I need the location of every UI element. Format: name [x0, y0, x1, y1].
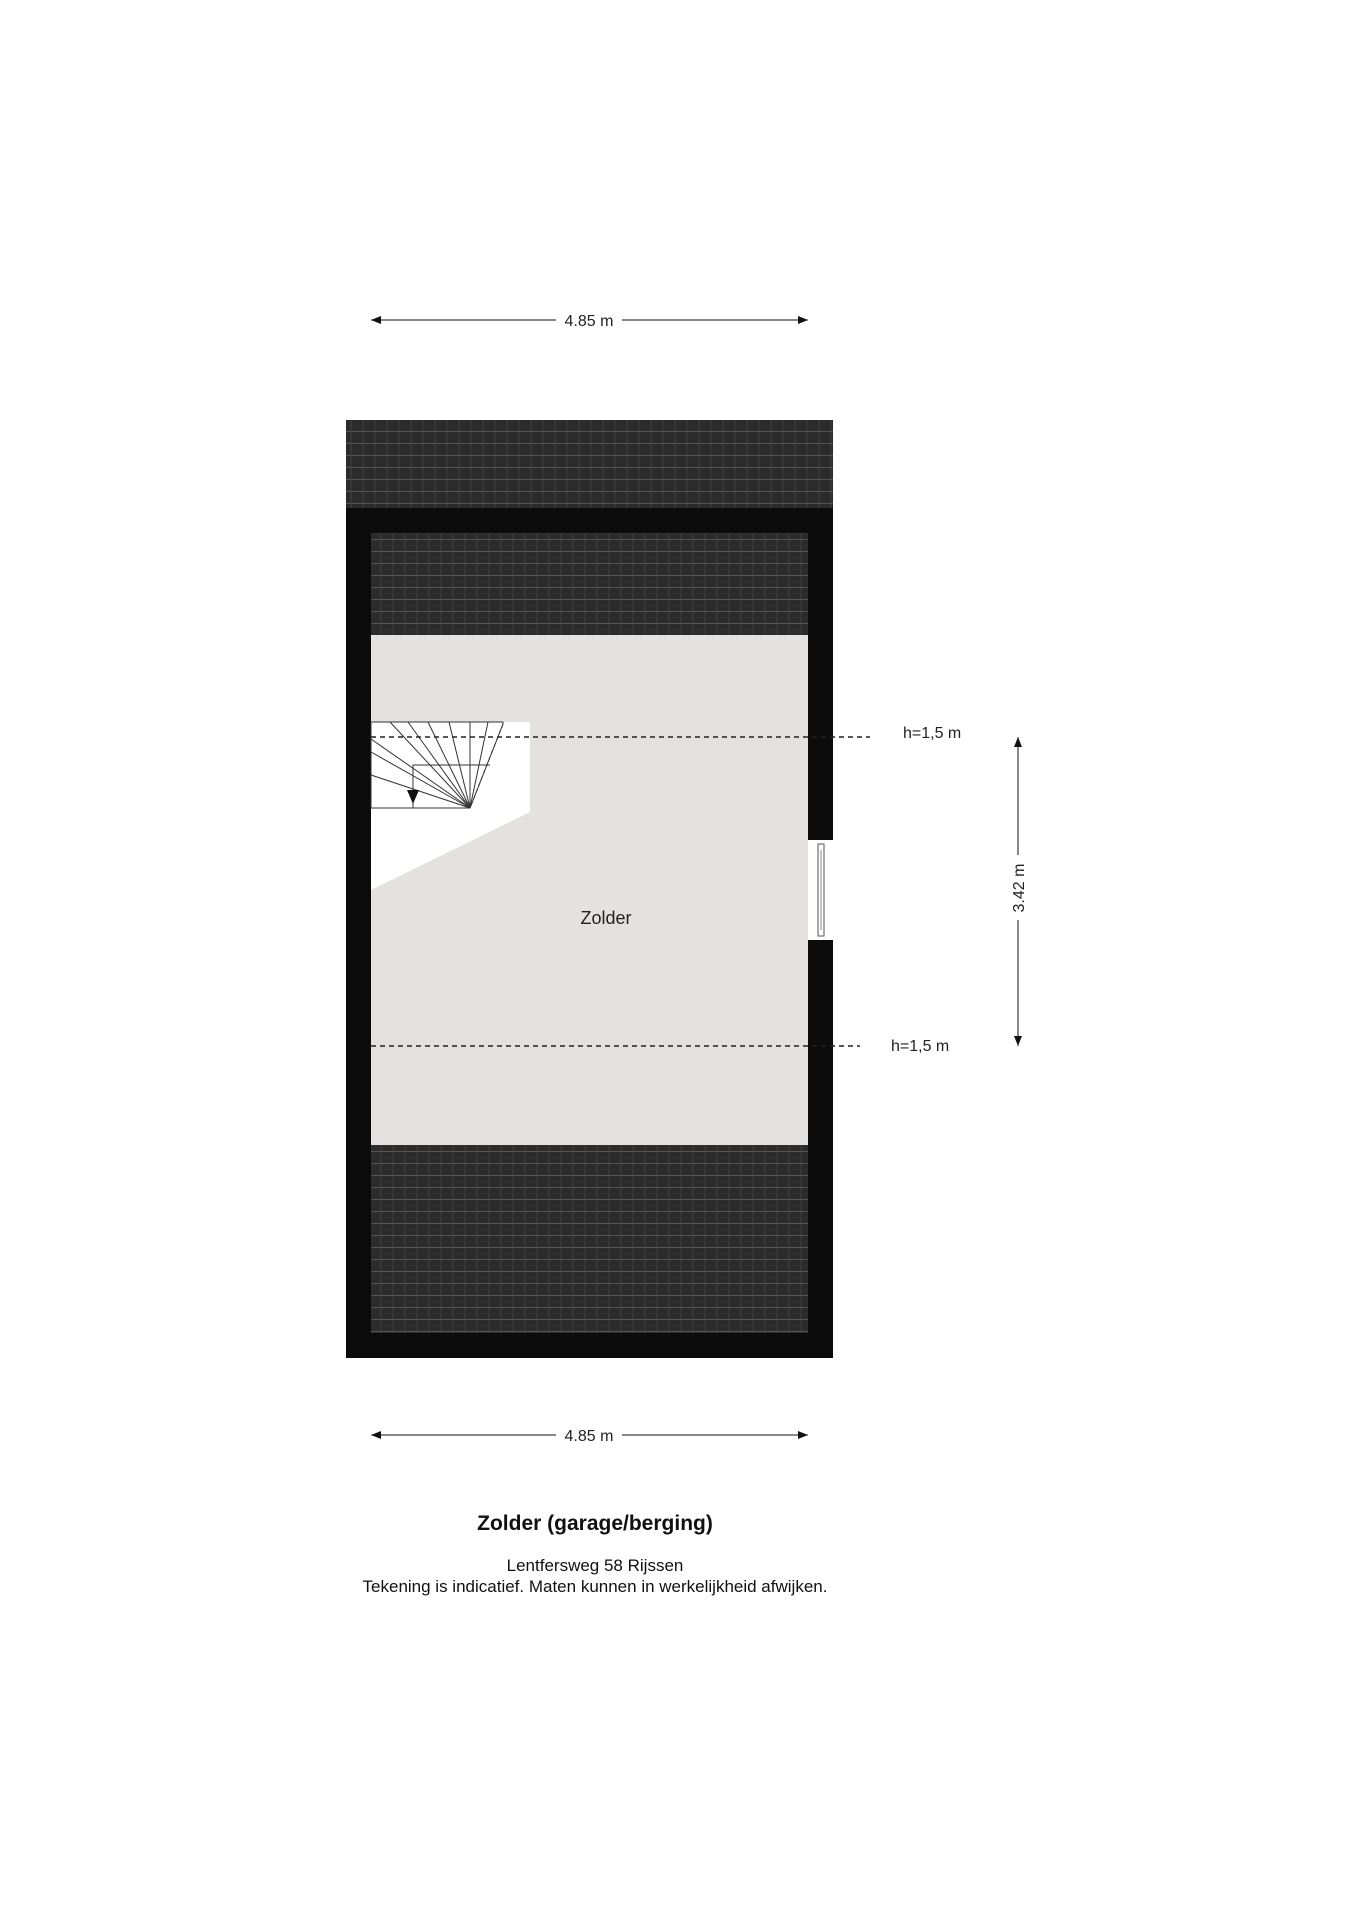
- dimension-label-bottom: 4.85 m: [564, 1428, 614, 1445]
- roof-slope-lower: [371, 1145, 808, 1333]
- disclaimer-text: Tekening is indicatief. Maten kunnen in werkelijkheid afwijken.: [362, 1577, 828, 1596]
- dimension-label-top: 4.85 m: [564, 313, 614, 330]
- room-floor: [371, 635, 808, 1145]
- roof-slope-upper: [371, 533, 808, 635]
- address-text: Lentfersweg 58 Rijssen: [506, 1556, 684, 1575]
- room-label: Zolder: [580, 908, 632, 928]
- window: [808, 840, 833, 940]
- dimension-label-right: 3.42 m: [1011, 863, 1028, 913]
- roof-overhang-top: [346, 420, 833, 508]
- height-label-upper: h=1,5 m: [903, 725, 962, 742]
- plan-title: Zolder (garage/berging): [477, 1512, 713, 1535]
- height-label-lower: h=1,5 m: [891, 1038, 950, 1055]
